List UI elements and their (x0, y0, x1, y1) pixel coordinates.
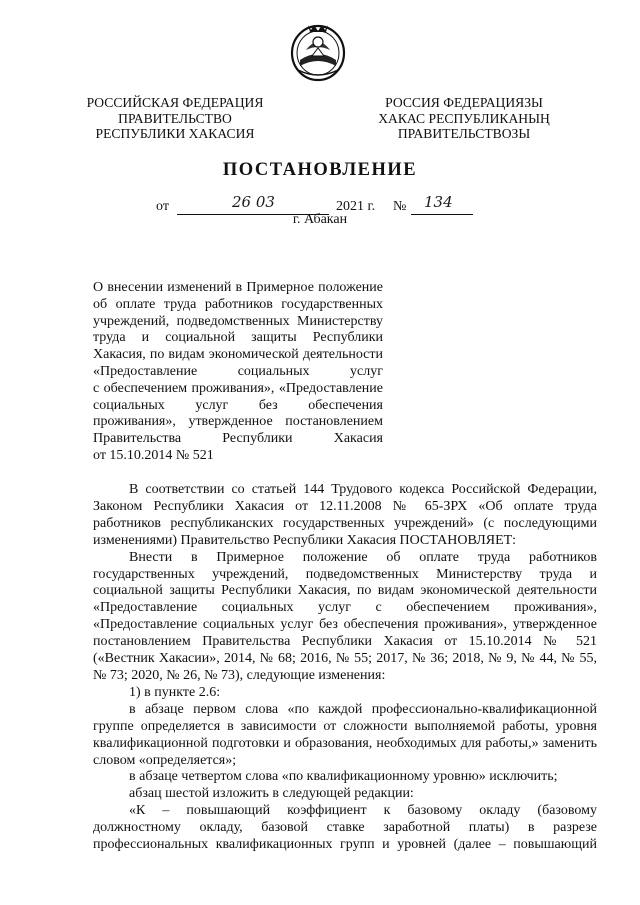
subject-line: О внесении изменений в Примерное положение (93, 280, 383, 295)
body-line: Внести в Примерное положение об оплате труда работников (129, 549, 597, 565)
body-line: в абзаце первом слова «по каждой профессионально-квалификационной (129, 701, 597, 717)
handwritten-number: 134 (424, 193, 453, 211)
subject-line: Правительства Республики Хакасия (93, 431, 383, 447)
city-name: г. Абакан (292, 212, 348, 227)
document-title: ПОСТАНОВЛЕНИЕ (222, 160, 418, 180)
body-line: «Предоставление социальных услуг с обеспечением проживания», (93, 600, 597, 616)
body-line: работников республиканских государственных учреждений» (с последующими (93, 515, 597, 531)
date-prefix: от (156, 199, 169, 214)
body-line: В соответствии со статьей 144 Трудового кодекса Российской Федерации, (129, 482, 597, 497)
subject-line: Хакасия, по видам экономической деятельности (93, 347, 383, 363)
body-line: изменениями) Правительство Республики Хакасия ПОСТАНОВЛЯЕТ: (93, 532, 517, 548)
header-left-line: РОССИЙСКАЯ ФЕДЕРАЦИЯ (86, 95, 264, 110)
document-subject (93, 280, 383, 465)
body-line: профессиональных квалификационных групп и уровней (далее – повышающий (93, 837, 597, 853)
subject-line: социальных услуг без обеспечения (93, 397, 383, 413)
body-line: квалификационной подготовки и образования, необходимых для работы,» заменить (93, 735, 597, 751)
body-line: словом «определяется»; (93, 752, 237, 768)
body-line: постановлением Правительства Республики Хакасия от 15.10.2014 № 521 (93, 634, 597, 650)
number-sign: № (393, 199, 407, 214)
body-line: государственных учреждений, подведомственных Министерству труда и (93, 566, 597, 582)
header-right-line: РОССИЯ ФЕДЕРАЦИЯЗЫ (385, 95, 543, 110)
body-line: группе определяется в зависимости от сложности выполняемой работы, уровня (93, 718, 597, 734)
subject-line: проживания», утвержденное постановлением (93, 414, 383, 430)
body-line: абзац шестой изложить в следующей редакции: (129, 786, 414, 802)
body-line: («Вестник Хакасии», 2014, № 68; 2016, № 55; 2017, № 36; 2018, № 9, № 44, № 55, (93, 651, 597, 667)
subject-line: об оплате труда работников государственных (93, 296, 383, 312)
header-left-line: РЕСПУБЛИКИ ХАКАСИЯ (95, 126, 255, 141)
body-line: 1) в пункте 2.6: (129, 684, 221, 700)
coat-of-arms-emblem (288, 20, 348, 82)
header-left-line: ПРАВИТЕЛЬСТВО (118, 110, 232, 126)
date-year: 2021 г. (336, 199, 376, 214)
body-line: социальной защиты Республики Хакасия, по видам экономической деятельности (93, 583, 597, 599)
header-right-khakas (358, 95, 570, 142)
body-line: № 73; 2020, № 26, № 73), следующие изменения: (93, 667, 386, 683)
subject-line: от 15.10.2014 № 521 (93, 447, 214, 463)
body-line: Законом Республики Хакасия от 12.11.2008 № 65-ЗРХ «Об оплате труда (93, 498, 597, 514)
subject-line: с обеспечением проживания», «Предоставление (93, 380, 383, 396)
header-left-russian (70, 95, 280, 142)
header-right-line: ПРАВИТЕЛЬСТВОЗЫ (397, 126, 531, 141)
body-line: в абзаце четвертом слова «по квалификационному уровню» исключить; (129, 769, 558, 785)
document-body (93, 482, 597, 854)
body-line: «К – повышающий коэффициент к базовому окладу (базовому (129, 803, 597, 819)
handwritten-date: 26 03 (232, 193, 275, 211)
subject-line: «Предоставление социальных услуг (93, 363, 383, 379)
subject-line: труда и социальной защиты Республики (93, 330, 383, 346)
subject-line: учреждений, подведомственных Министерству (93, 313, 383, 329)
header-right-line: ХАКАС РЕСПУБЛИКАНЫҢ (378, 110, 550, 126)
body-line: должностному окладу, базовой ставке заработной платы) в разрезе (93, 820, 597, 836)
body-line: «Предоставление социальных услуг без обеспечения проживания», утвержденное (93, 617, 597, 633)
